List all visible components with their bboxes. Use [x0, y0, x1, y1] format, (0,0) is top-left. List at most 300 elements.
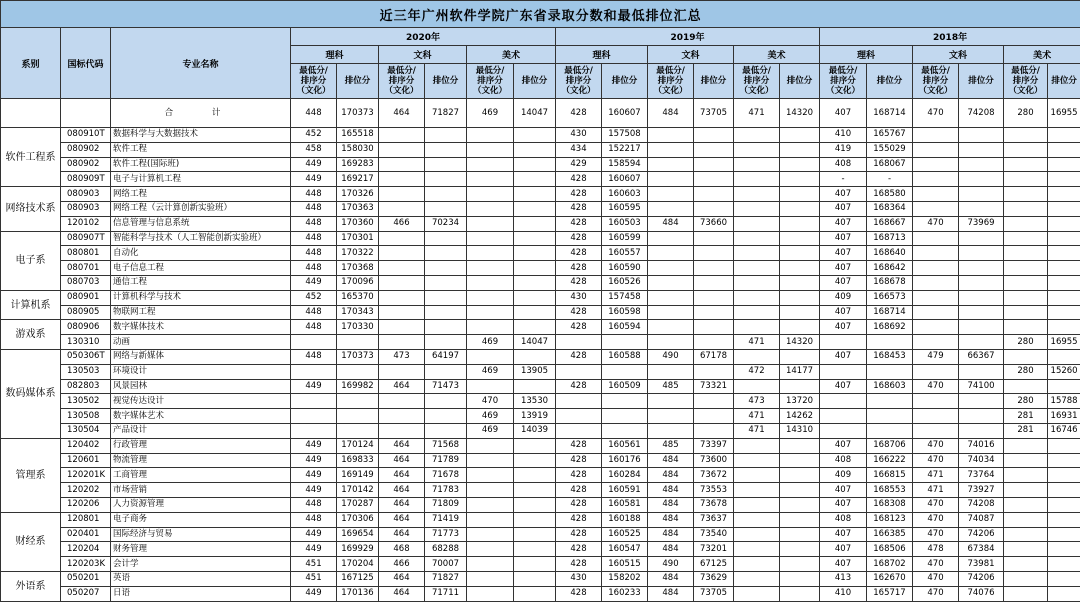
code-cell: 080703 [61, 275, 111, 290]
total-value: 160607 [602, 99, 648, 128]
value-cell [780, 275, 820, 290]
value-cell: 160526 [602, 275, 648, 290]
value-cell: 168642 [867, 261, 913, 276]
value-cell [694, 201, 734, 216]
dept-cell: 管理系 [1, 438, 61, 512]
value-cell: 74087 [959, 512, 1004, 527]
value-cell [780, 320, 820, 335]
value-cell: 407 [820, 483, 867, 498]
code-cell: 020401 [61, 527, 111, 542]
value-cell: 73705 [694, 586, 734, 601]
major-row [1, 438, 1080, 453]
value-cell: 74034 [959, 453, 1004, 468]
value-cell [291, 335, 337, 350]
value-cell: 73201 [694, 542, 734, 557]
value-cell [820, 394, 867, 409]
value-cell: 449 [291, 453, 337, 468]
value-cell [379, 261, 425, 276]
value-cell [467, 290, 514, 305]
value-cell: 168678 [867, 275, 913, 290]
value-cell: 428 [556, 557, 602, 572]
subject-header: 理科 [820, 46, 913, 64]
value-cell [867, 394, 913, 409]
value-cell [694, 261, 734, 276]
value-cell: 428 [556, 349, 602, 364]
rank-column-header: 排位分 [602, 64, 648, 99]
value-cell: 74016 [959, 438, 1004, 453]
value-cell [1048, 157, 1080, 172]
value-cell [1048, 586, 1080, 601]
value-cell [694, 246, 734, 261]
value-cell [734, 349, 780, 364]
value-cell: 466 [379, 216, 425, 231]
value-cell: 428 [556, 453, 602, 468]
major-row [1, 512, 1080, 527]
value-cell: 71711 [425, 586, 467, 601]
code-cell: 080901 [61, 290, 111, 305]
value-cell [780, 128, 820, 143]
value-cell [514, 497, 556, 512]
value-cell: 168364 [867, 201, 913, 216]
value-cell: 464 [379, 586, 425, 601]
value-cell [959, 409, 1004, 424]
value-cell [467, 483, 514, 498]
value-cell: 449 [291, 586, 337, 601]
code-cell: 080905 [61, 305, 111, 320]
value-cell: 71773 [425, 527, 467, 542]
year-header-row [1, 28, 1080, 46]
value-cell [514, 527, 556, 542]
value-cell [379, 320, 425, 335]
value-cell [1004, 246, 1048, 261]
value-cell: 157458 [602, 290, 648, 305]
total-value: 14320 [780, 99, 820, 128]
value-cell: 160594 [602, 320, 648, 335]
value-cell: 448 [291, 231, 337, 246]
value-cell: 448 [291, 246, 337, 261]
value-cell [734, 172, 780, 187]
value-cell [467, 142, 514, 157]
value-cell [467, 497, 514, 512]
code-cell: 080909T [61, 172, 111, 187]
value-cell [425, 128, 467, 143]
major-row [1, 246, 1080, 261]
major-name-cell: 智能科学与技术（人工智能创新实验班） [111, 231, 291, 246]
value-cell [602, 394, 648, 409]
total-value: 469 [467, 99, 514, 128]
total-value: 470 [913, 99, 959, 128]
value-cell: 428 [556, 586, 602, 601]
value-cell [694, 320, 734, 335]
code-cell: 120801 [61, 512, 111, 527]
value-cell: 167125 [337, 571, 379, 586]
value-cell: 430 [556, 128, 602, 143]
value-cell: 16746 [1048, 423, 1080, 438]
value-cell [514, 246, 556, 261]
score-column-header: 最低分/ 排序分 （文化） [556, 64, 602, 99]
major-row [1, 394, 1080, 409]
value-cell [648, 290, 694, 305]
value-cell [959, 157, 1004, 172]
major-name-cell: 视觉传达设计 [111, 394, 291, 409]
blank-cell [1, 99, 61, 128]
value-cell [913, 128, 959, 143]
value-cell [425, 364, 467, 379]
value-cell: 484 [648, 497, 694, 512]
code-cell: 080801 [61, 246, 111, 261]
code-cell: 120204 [61, 542, 111, 557]
value-cell [867, 364, 913, 379]
value-cell [694, 128, 734, 143]
value-cell [1048, 187, 1080, 202]
value-cell [1004, 157, 1048, 172]
value-cell [1004, 468, 1048, 483]
code-cell: 120402 [61, 438, 111, 453]
major-name-cell: 风景园林 [111, 379, 291, 394]
value-cell: 170326 [337, 187, 379, 202]
value-cell: 407 [820, 438, 867, 453]
value-cell: 170301 [337, 231, 379, 246]
value-cell [467, 527, 514, 542]
value-cell [1048, 379, 1080, 394]
total-value: 73705 [694, 99, 734, 128]
value-cell [1048, 468, 1080, 483]
value-cell [780, 453, 820, 468]
value-cell [648, 128, 694, 143]
value-cell: 471 [734, 335, 780, 350]
code-cell: 080902 [61, 142, 111, 157]
value-cell: 168553 [867, 483, 913, 498]
code-cell: 080701 [61, 261, 111, 276]
value-cell [379, 246, 425, 261]
value-cell [1004, 349, 1048, 364]
total-value: 168714 [867, 99, 913, 128]
value-cell: 428 [556, 231, 602, 246]
value-cell: 71809 [425, 497, 467, 512]
value-cell: 15788 [1048, 394, 1080, 409]
value-cell: 160503 [602, 216, 648, 231]
value-cell: 484 [648, 586, 694, 601]
major-name-cell: 网络工程（云计算创新实验班） [111, 201, 291, 216]
major-name-cell: 电子与计算机工程 [111, 172, 291, 187]
value-cell: 71783 [425, 483, 467, 498]
value-cell: 464 [379, 468, 425, 483]
value-cell [780, 142, 820, 157]
value-cell: 484 [648, 571, 694, 586]
value-cell [694, 172, 734, 187]
major-row [1, 542, 1080, 557]
value-cell: 484 [648, 468, 694, 483]
value-cell [734, 320, 780, 335]
value-cell [913, 290, 959, 305]
value-cell: 410 [820, 128, 867, 143]
value-cell [514, 216, 556, 231]
total-value: 471 [734, 99, 780, 128]
value-cell: 470 [913, 216, 959, 231]
value-cell [959, 201, 1004, 216]
value-cell [694, 290, 734, 305]
value-cell: 168692 [867, 320, 913, 335]
value-cell: 484 [648, 542, 694, 557]
value-cell: 473 [734, 394, 780, 409]
score-column-header: 最低分/ 排序分 （文化） [734, 64, 780, 99]
value-cell: 170343 [337, 305, 379, 320]
value-cell [780, 542, 820, 557]
value-cell [1004, 527, 1048, 542]
value-cell: 168308 [867, 497, 913, 512]
major-name-cell: 会计学 [111, 557, 291, 572]
value-cell [959, 231, 1004, 246]
value-cell: 155029 [867, 142, 913, 157]
value-cell: 160603 [602, 187, 648, 202]
value-cell [467, 468, 514, 483]
value-cell: 470 [913, 571, 959, 586]
value-cell: 71568 [425, 438, 467, 453]
value-cell [734, 128, 780, 143]
value-cell [556, 335, 602, 350]
major-name-cell: 工商管理 [111, 468, 291, 483]
value-cell [780, 305, 820, 320]
value-cell: 449 [291, 275, 337, 290]
value-cell: 490 [648, 557, 694, 572]
value-cell: 158030 [337, 142, 379, 157]
major-row [1, 497, 1080, 512]
major-name-cell: 数字媒体艺术 [111, 409, 291, 424]
value-cell: 14262 [780, 409, 820, 424]
value-cell: 160581 [602, 497, 648, 512]
value-cell [379, 187, 425, 202]
subject-header: 理科 [291, 46, 379, 64]
value-cell [913, 187, 959, 202]
value-cell [820, 423, 867, 438]
value-cell: 448 [291, 261, 337, 276]
value-cell [780, 497, 820, 512]
value-cell [1048, 128, 1080, 143]
value-cell: 67178 [694, 349, 734, 364]
major-row [1, 172, 1080, 187]
value-cell [467, 305, 514, 320]
total-value: 280 [1004, 99, 1048, 128]
major-row [1, 557, 1080, 572]
value-cell: 428 [556, 497, 602, 512]
value-cell: 168506 [867, 542, 913, 557]
value-cell [734, 261, 780, 276]
value-cell [959, 172, 1004, 187]
value-cell: 428 [556, 305, 602, 320]
value-cell: 13919 [514, 409, 556, 424]
value-cell: 73629 [694, 571, 734, 586]
value-cell [425, 201, 467, 216]
value-cell: 168714 [867, 305, 913, 320]
value-cell: 484 [648, 483, 694, 498]
value-cell: 407 [820, 557, 867, 572]
value-cell [734, 187, 780, 202]
value-cell [959, 335, 1004, 350]
value-cell [959, 261, 1004, 276]
dept-cell: 网络技术系 [1, 187, 61, 231]
value-cell [913, 142, 959, 157]
value-cell [959, 364, 1004, 379]
value-cell [913, 409, 959, 424]
value-cell: 14320 [780, 335, 820, 350]
rank-column-header: 排位分 [425, 64, 467, 99]
major-name-cell: 国际经济与贸易 [111, 527, 291, 542]
value-cell: 73397 [694, 438, 734, 453]
value-cell [379, 290, 425, 305]
value-cell [425, 261, 467, 276]
value-cell: 484 [648, 512, 694, 527]
value-cell [1004, 453, 1048, 468]
value-cell [425, 335, 467, 350]
value-cell: 281 [1004, 423, 1048, 438]
dept-cell: 计算机系 [1, 290, 61, 320]
value-cell: 449 [291, 379, 337, 394]
value-cell [467, 201, 514, 216]
value-cell: 169982 [337, 379, 379, 394]
value-cell [1048, 542, 1080, 557]
value-cell [291, 394, 337, 409]
value-cell: 152217 [602, 142, 648, 157]
value-cell: 165370 [337, 290, 379, 305]
code-cell: 080902 [61, 157, 111, 172]
value-cell [1004, 290, 1048, 305]
rank-column-header: 排位分 [1048, 64, 1080, 99]
value-cell [694, 423, 734, 438]
value-cell [467, 438, 514, 453]
value-cell [694, 394, 734, 409]
value-cell [913, 275, 959, 290]
value-cell: 449 [291, 542, 337, 557]
major-row [1, 275, 1080, 290]
value-cell: 449 [291, 468, 337, 483]
major-name-cell: 计算机科学与技术 [111, 290, 291, 305]
dept-cell: 外语系 [1, 571, 61, 601]
value-cell [337, 423, 379, 438]
major-row [1, 483, 1080, 498]
value-cell [959, 142, 1004, 157]
major-row [1, 527, 1080, 542]
value-cell [514, 586, 556, 601]
value-cell: 464 [379, 453, 425, 468]
value-cell [959, 275, 1004, 290]
value-cell [913, 335, 959, 350]
value-cell [648, 305, 694, 320]
code-cell: 120206 [61, 497, 111, 512]
major-row [1, 379, 1080, 394]
value-cell: 451 [291, 557, 337, 572]
major-row [1, 261, 1080, 276]
value-cell [514, 379, 556, 394]
value-cell [648, 320, 694, 335]
value-cell: 71789 [425, 453, 467, 468]
value-cell: 407 [820, 261, 867, 276]
major-row [1, 423, 1080, 438]
total-label: 合 计 [111, 99, 291, 128]
score-column-header: 最低分/ 排序分 （文化） [1004, 64, 1048, 99]
value-cell [1048, 305, 1080, 320]
value-cell: 430 [556, 290, 602, 305]
value-cell [913, 201, 959, 216]
value-cell: 165717 [867, 586, 913, 601]
value-cell: 409 [820, 290, 867, 305]
value-cell: 471 [734, 409, 780, 424]
value-cell [1048, 216, 1080, 231]
value-cell [734, 586, 780, 601]
value-cell: 484 [648, 527, 694, 542]
value-cell [379, 275, 425, 290]
value-cell: 170368 [337, 261, 379, 276]
value-cell: 473 [379, 349, 425, 364]
major-name-cell: 日语 [111, 586, 291, 601]
value-cell: 169929 [337, 542, 379, 557]
value-cell: 160176 [602, 453, 648, 468]
value-cell [337, 409, 379, 424]
value-cell [734, 201, 780, 216]
major-row [1, 409, 1080, 424]
value-cell [1048, 512, 1080, 527]
value-cell [514, 468, 556, 483]
value-cell [425, 187, 467, 202]
value-cell: 280 [1004, 394, 1048, 409]
value-cell: 451 [291, 571, 337, 586]
value-cell [467, 349, 514, 364]
value-cell [379, 157, 425, 172]
major-name-cell: 行政管理 [111, 438, 291, 453]
value-cell: 168067 [867, 157, 913, 172]
value-cell: 158594 [602, 157, 648, 172]
rank-column-header: 排位分 [959, 64, 1004, 99]
value-cell: 464 [379, 512, 425, 527]
value-cell [780, 290, 820, 305]
value-cell: - [867, 172, 913, 187]
value-cell: 169654 [337, 527, 379, 542]
value-cell: 428 [556, 379, 602, 394]
total-row [1, 99, 1080, 128]
value-cell [734, 557, 780, 572]
value-cell [379, 231, 425, 246]
value-cell: 469 [467, 335, 514, 350]
value-cell [780, 483, 820, 498]
dept-cell: 数码媒体系 [1, 349, 61, 438]
value-cell: 166385 [867, 527, 913, 542]
value-cell [514, 557, 556, 572]
code-cell: 050207 [61, 586, 111, 601]
value-cell [1048, 320, 1080, 335]
dept-cell: 游戏系 [1, 320, 61, 350]
value-cell [648, 187, 694, 202]
value-cell [1004, 542, 1048, 557]
value-cell [514, 275, 556, 290]
value-cell [1048, 557, 1080, 572]
value-cell: 71419 [425, 512, 467, 527]
value-cell [1004, 497, 1048, 512]
value-cell: 160607 [602, 172, 648, 187]
name-header: 专业名称 [111, 28, 291, 99]
value-cell: 74100 [959, 379, 1004, 394]
major-name-cell: 数据科学与大数据技术 [111, 128, 291, 143]
value-cell [425, 290, 467, 305]
value-cell: 464 [379, 483, 425, 498]
major-row [1, 453, 1080, 468]
value-cell [425, 172, 467, 187]
value-cell: 407 [820, 187, 867, 202]
subject-header: 美术 [734, 46, 820, 64]
major-row [1, 290, 1080, 305]
value-cell: 468 [379, 542, 425, 557]
value-cell [467, 187, 514, 202]
value-cell [379, 423, 425, 438]
value-cell [425, 305, 467, 320]
